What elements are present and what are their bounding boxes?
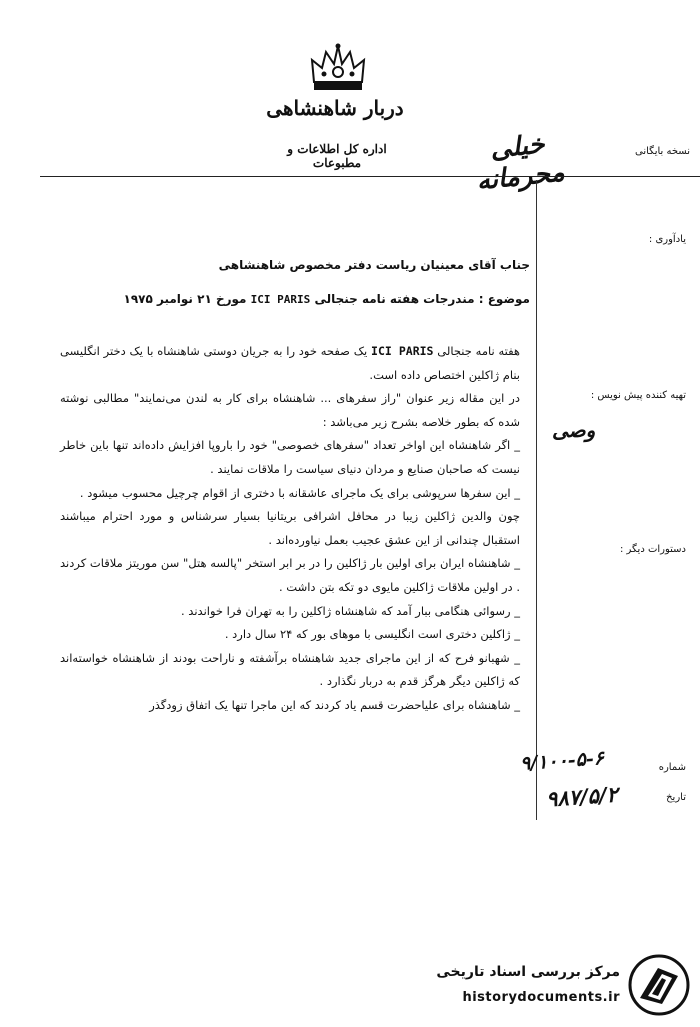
date-label: تاریخ	[666, 792, 686, 803]
header-divider	[40, 176, 700, 177]
point: _ این سفرها سرپوشی برای یک ماجرای عاشقانه با دختری از اقوام چرچیل محسوب میشود .	[79, 485, 520, 500]
point: _ شاهنشاه ایران برای اولین بار ژاکلین را در بر ابر استخر "پالسه هتل" سن موریتز ملاقات کردند . در اولین ملاقات ژاکلین مایوی دو تکه بتن داشت .	[60, 556, 520, 594]
department-title: اداره کل اطلاعات و مطبوعات	[287, 142, 387, 170]
subject-date: مورخ ۲۱ نوامبر ۱۹۷۵	[123, 292, 247, 306]
number-label: شماره	[658, 762, 686, 773]
point: _ رسوائی هنگامی ببار آمد که شاهنشاه ژاکلین را به تهران فرا خواندند .	[180, 603, 520, 618]
archive-watermark	[412, 954, 690, 1020]
point: _ ژاکلین دختری است انگلیسی با موهای بور که ۲۴ سال دارد .	[224, 627, 520, 642]
intro-after: یک صفحه خود را به جریان دوستی شاهنشاه با یک دختر انگلیسی بنام ژاکلین اختصاص داده است.	[60, 344, 520, 382]
archive-center-title: مرکز بررسی اسناد تاریخی	[436, 964, 620, 980]
salutation: جناب آقای معینیان ریاست دفتر مخصوص شاهنشاهی	[218, 258, 530, 272]
crown-icon	[306, 42, 370, 94]
subject-label: موضوع : مندرجات هفته نامه جنجالی	[314, 292, 530, 306]
archive-copy-label: نسخه بایگانی	[635, 146, 690, 157]
date-value: ۹۸۷/۵/۲	[545, 781, 619, 812]
archive-logo-icon	[628, 954, 690, 1016]
instructions-label: دستورات دیگر :	[619, 544, 686, 555]
point: _ شاهنشاه برای علیاحضرت قسم یاد کردند که این ماجرا تنها یک اتفاق زودگذر	[149, 697, 520, 712]
intro-before: هفته نامه جنجالی	[437, 344, 520, 358]
intro-publication: ICI PARIS	[371, 344, 434, 358]
point: _ اگر شاهنشاه این اواخر تعداد "سفرهای خصوصی" خود را باروپا افزایش داده‌اند تنها باین خاطر نیست که صاحبان صنایع و مردان دنیای سیاست را ملاقات نمایند .	[60, 438, 520, 476]
intro-paragraph	[60, 340, 520, 387]
margin-divider	[536, 180, 537, 820]
point: _ شهبانو فرح که از این ماجرای جدید شاهنشاه برآشفته و ناراحت بودند از شاهنشاه خواسته‌اند که ژاکلین دیگر هرگز قدم به دربار نگذارد .	[60, 650, 520, 689]
letter-body	[60, 340, 520, 718]
classification-stamp: خیلی محرمانه	[475, 129, 566, 197]
reminder-label: یادآوری :	[648, 234, 686, 245]
subject-line	[60, 292, 530, 306]
point: چون والدین ژاکلین زیبا در محافل اشرافی بریتانیا بسیار سرشناس و مورد احترام میباشند استقبال چندانی از این عشق عجیب بعمل نیاورده‌اند .	[60, 509, 520, 547]
preparer-label: تهیه کننده پیش نویس :	[590, 390, 686, 401]
preparer-signature: وصی	[552, 418, 596, 442]
number-value: ۹/۱۰۰-۵-۶	[519, 747, 605, 775]
subject-publication: ICI PARIS	[250, 293, 311, 306]
court-title: دربار شاهنشاهی	[266, 96, 404, 120]
archive-website: historydocuments.ir	[462, 990, 620, 1005]
article-intro: در این مقاله زیر عنوان "راز سفرهای ... شاهنشاه برای کار به لندن می‌نمایند" مطالبی نوشته شده که بطور خلاصه بشرح زیر می‌باشد :	[60, 391, 520, 429]
